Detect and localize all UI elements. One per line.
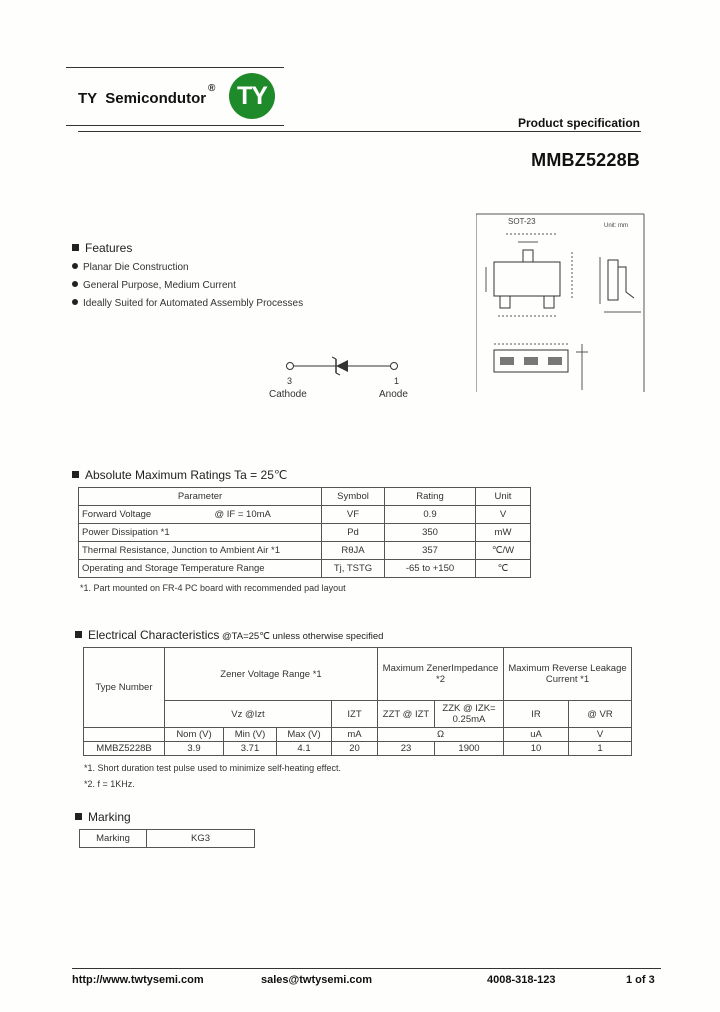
elec-title-condition: @TA=25℃ unless otherwise specified: [219, 631, 384, 642]
type-cell: MMBZ5228B: [84, 742, 165, 756]
elec-heading: [75, 628, 383, 642]
zener-diode-symbol-icon: [280, 356, 410, 380]
header-rule-bottom: [66, 125, 284, 126]
elec-table: [83, 647, 632, 756]
footer-url[interactable]: http://www.twtysemi.com: [72, 974, 204, 986]
abs-max-note: *1. Part mounted on FR-4 PC board with recommended pad layout: [80, 583, 346, 593]
table-header: Unit: [476, 488, 531, 506]
package-units: Unit: mm: [604, 223, 628, 229]
feature-text: General Purpose, Medium Current: [83, 280, 236, 291]
footer-email[interactable]: sales@twtysemi.com: [261, 974, 372, 986]
table-cell: [84, 728, 165, 742]
table-header: ZZK @ IZK= 0.25mA: [435, 701, 504, 728]
table-row: [84, 742, 632, 756]
table-header: Vz @Izt: [165, 701, 332, 728]
section-square-icon: [72, 244, 79, 251]
table-row: [79, 506, 531, 524]
param-cell: Operating and Storage Temperature Range: [79, 560, 322, 578]
table-row: [79, 560, 531, 578]
table-row: [79, 542, 531, 560]
value-cell: 1900: [435, 742, 504, 756]
footer-rule: [72, 968, 661, 969]
unit-cell: Max (V): [277, 728, 332, 742]
rating-cell: -65 to +150: [385, 560, 476, 578]
param-cell: [79, 506, 322, 524]
value-cell: 3.9: [165, 742, 224, 756]
table-header: Parameter: [79, 488, 322, 506]
unit-cell: mA: [332, 728, 378, 742]
anode-label: Anode: [379, 389, 408, 400]
feature-item: [72, 280, 236, 291]
table-header: Rating: [385, 488, 476, 506]
value-cell: 10: [504, 742, 569, 756]
table-header: IR: [504, 701, 569, 728]
package-name: SOT-23: [508, 217, 536, 226]
table-header: Maximum ZenerImpedance *2: [378, 648, 504, 701]
param-cell: Thermal Resistance, Junction to Ambient Air *1: [79, 542, 322, 560]
registered-mark: ®: [208, 83, 216, 94]
value-cell: 23: [378, 742, 435, 756]
symbol-cell: Tj, TSTG: [322, 560, 385, 578]
rating-cell: 350: [385, 524, 476, 542]
sot23-package-drawing: [476, 212, 646, 402]
unit-cell: uA: [504, 728, 569, 742]
marking-table: [79, 829, 255, 848]
cathode-label: Cathode: [269, 389, 307, 400]
table-header: Symbol: [322, 488, 385, 506]
marking-label: Marking: [80, 830, 147, 848]
features-title: Features: [85, 241, 133, 255]
unit-cell: Min (V): [224, 728, 277, 742]
table-header: Maximum Reverse Leakage Current *1: [504, 648, 632, 701]
company-logo: TY: [229, 73, 275, 119]
feature-text: Ideally Suited for Automated Assembly Processes: [83, 298, 304, 309]
param-condition: @ IF = 10mA: [214, 509, 271, 520]
unit-cell: mW: [476, 524, 531, 542]
unit-cell: ℃: [476, 560, 531, 578]
value-cell: 1: [569, 742, 632, 756]
product-specification: Product specification: [517, 116, 640, 130]
anode-pin: 1: [394, 376, 400, 386]
feature-item: [72, 262, 189, 273]
rating-cell: 0.9: [385, 506, 476, 524]
symbol-cell: RθJA: [322, 542, 385, 560]
rating-cell: 357: [385, 542, 476, 560]
unit-cell: Nom (V): [165, 728, 224, 742]
features-heading: [72, 241, 132, 255]
feature-text: Planar Die Construction: [83, 262, 189, 273]
section-square-icon: [72, 471, 79, 478]
marking-title: Marking: [88, 810, 131, 824]
value-cell: 20: [332, 742, 378, 756]
elec-note-1: *1. Short duration test pulse used to minimize self-heating effect.: [84, 763, 341, 773]
section-square-icon: [75, 631, 82, 638]
param-text: Forward Voltage: [82, 509, 152, 520]
page-rule: [78, 131, 641, 132]
footer-phone: 4008-318-123: [487, 974, 556, 986]
table-header: Type Number: [84, 648, 165, 728]
company-name: TY Semicondutor: [78, 90, 207, 107]
unit-cell: ℃/W: [476, 542, 531, 560]
part-number-title: MMBZ5228B: [531, 150, 640, 170]
elec-title: Electrical Characteristics: [88, 628, 220, 642]
param-cell: Power Dissipation *1: [79, 524, 322, 542]
cathode-pin: 3: [287, 376, 293, 386]
table-row: [80, 830, 255, 848]
bullet-icon: [72, 263, 78, 269]
bullet-icon: [72, 281, 78, 287]
header-rule-top: [66, 67, 284, 68]
table-header: IZT: [332, 701, 378, 728]
table-header: @ VR: [569, 701, 632, 728]
unit-cell: V: [476, 506, 531, 524]
bullet-icon: [72, 299, 78, 305]
marking-heading: [75, 810, 131, 824]
value-cell: 4.1: [277, 742, 332, 756]
abs-max-title: Absolute Maximum Ratings Ta = 25℃: [85, 468, 288, 482]
page-number: 1 of 3: [626, 974, 655, 986]
symbol-cell: VF: [322, 506, 385, 524]
table-row: [79, 524, 531, 542]
elec-note-2: *2. f = 1KHz.: [84, 779, 135, 789]
unit-cell: V: [569, 728, 632, 742]
unit-cell: Ω: [378, 728, 504, 742]
marking-value: KG3: [147, 830, 255, 848]
symbol-cell: Pd: [322, 524, 385, 542]
table-header: ZZT @ IZT: [378, 701, 435, 728]
table-row: [84, 728, 632, 742]
abs-max-heading: [72, 468, 287, 482]
feature-item: [72, 298, 303, 309]
abs-max-table: [78, 487, 531, 578]
section-square-icon: [75, 813, 82, 820]
table-header: Zener Voltage Range *1: [165, 648, 378, 701]
value-cell: 3.71: [224, 742, 277, 756]
